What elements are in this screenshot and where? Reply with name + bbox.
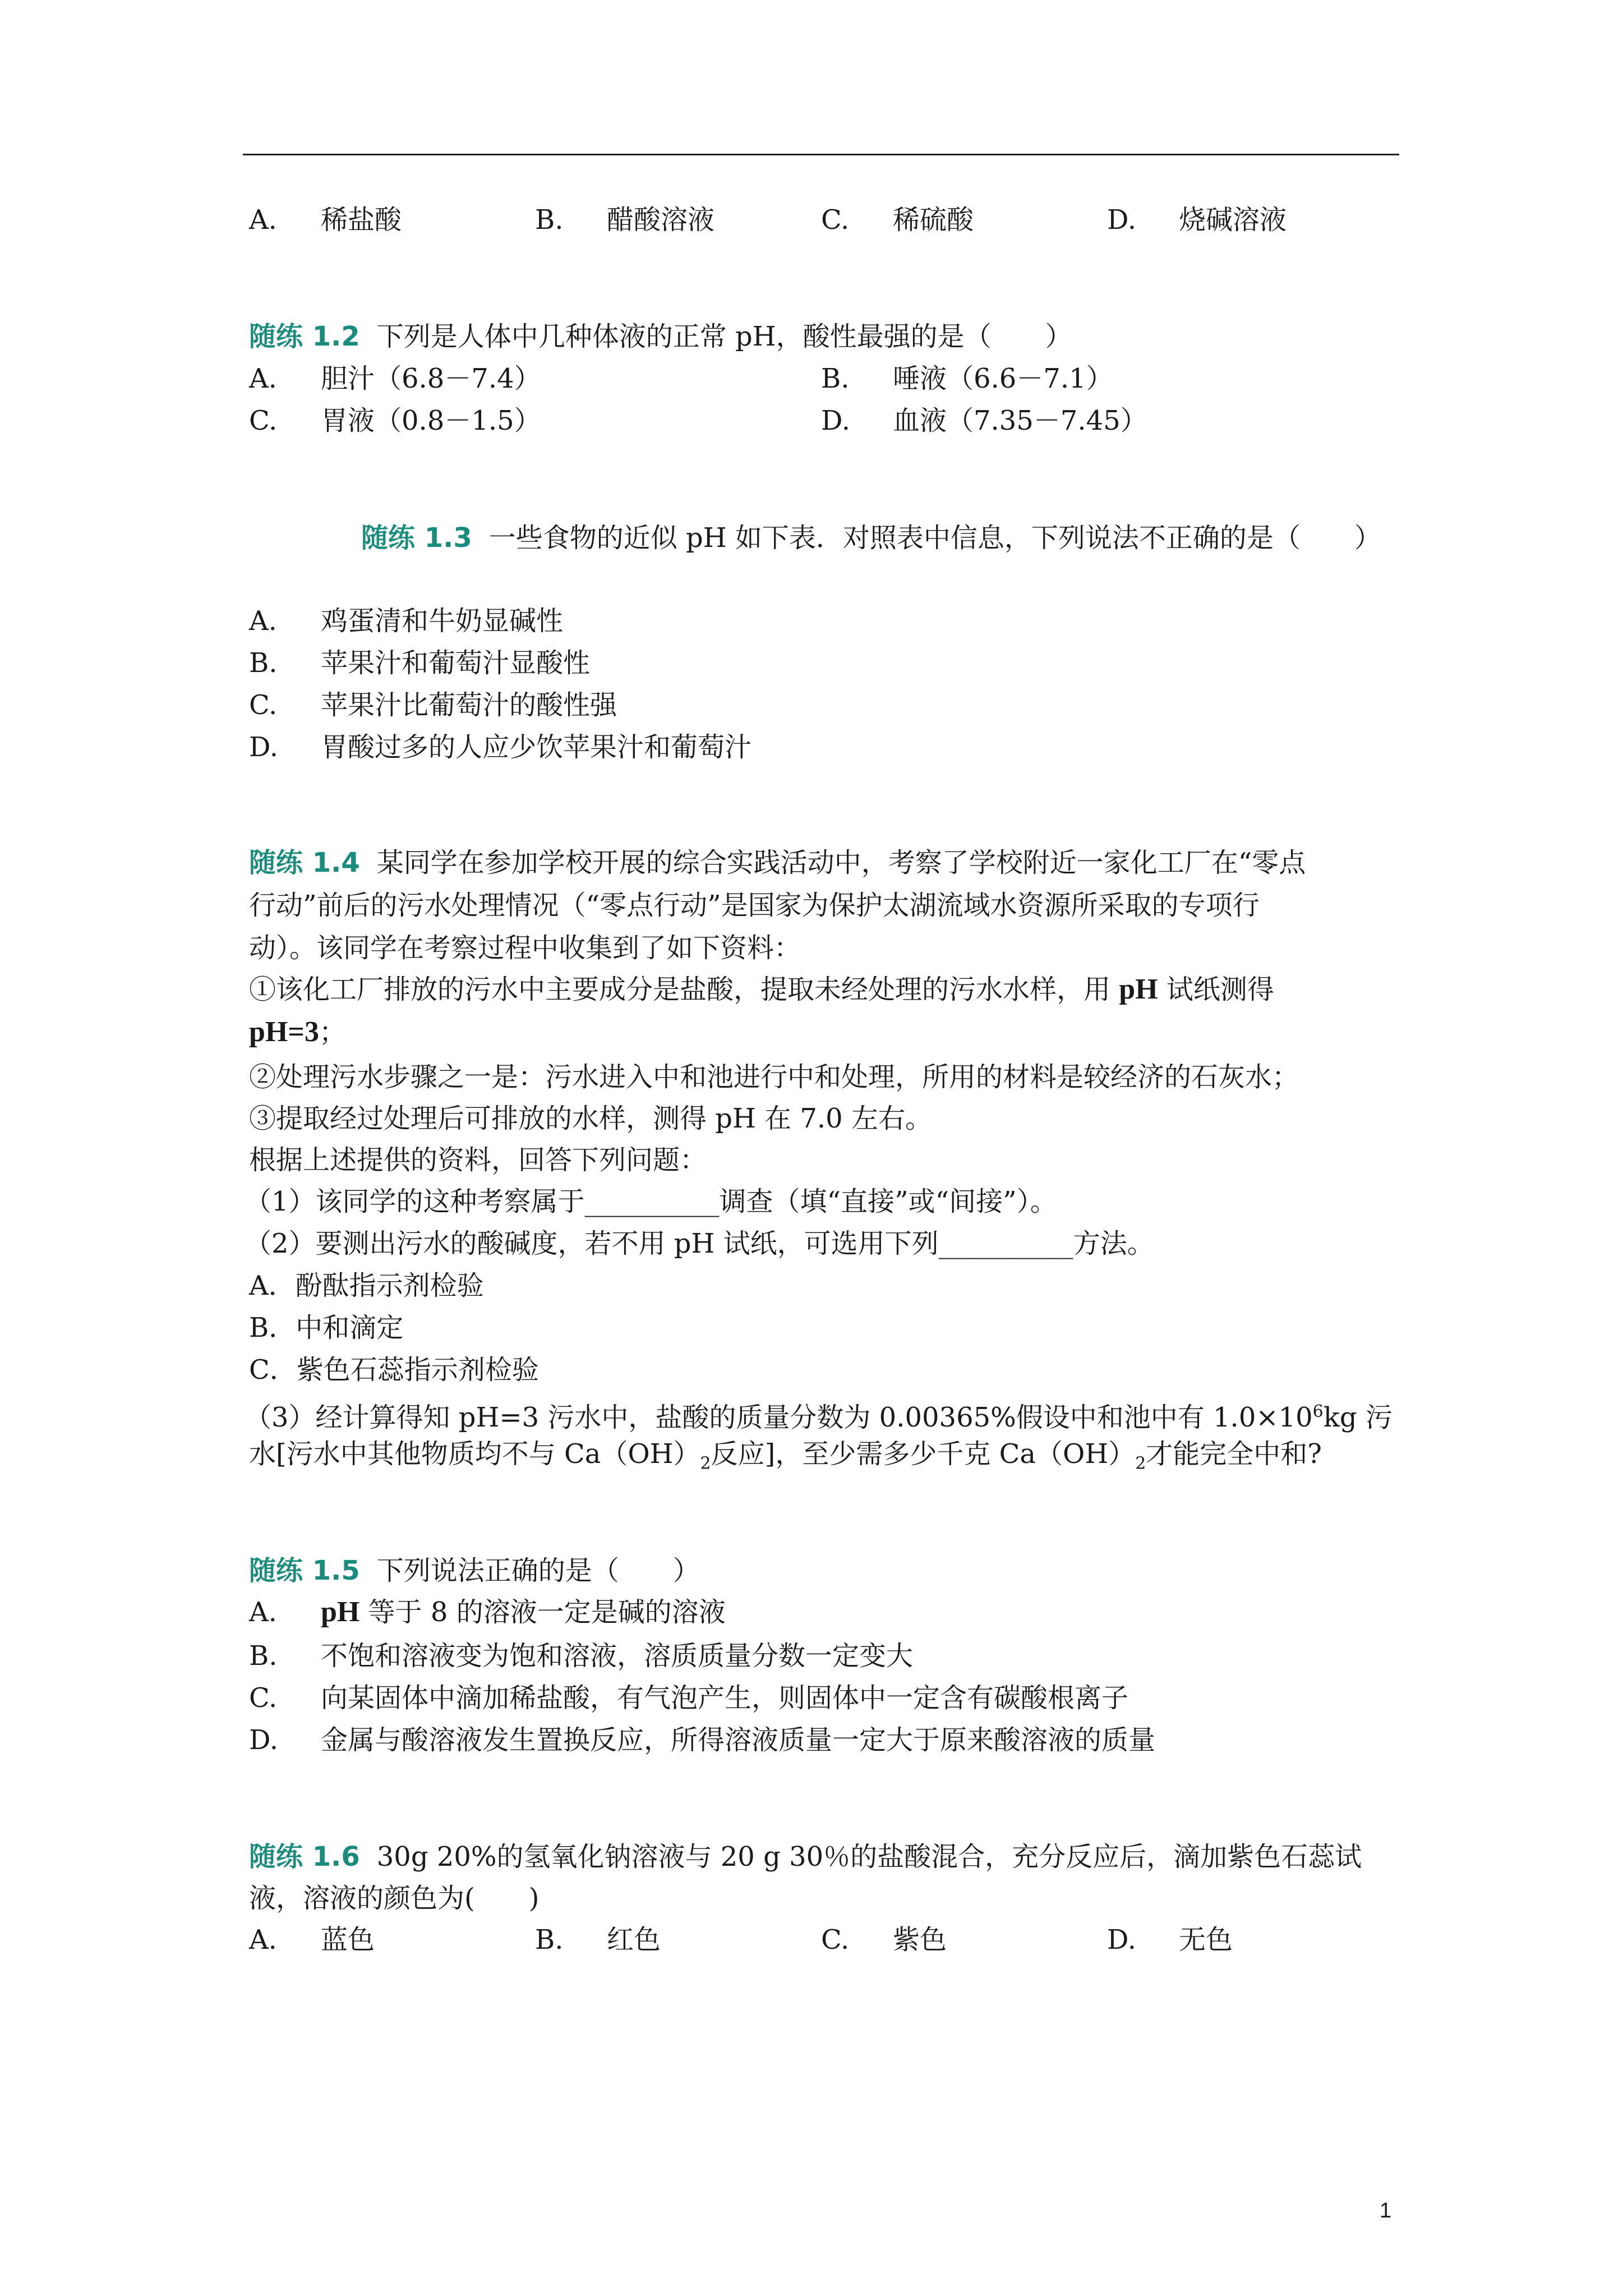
option-b: B. 红色	[535, 1924, 661, 1955]
q6-line2: 液，溶液的颜色为( )	[249, 1883, 540, 1914]
question-label: 随练 1.4	[249, 847, 360, 878]
option-a: A. 胆汁（6.8－7.4）	[249, 363, 541, 394]
q4-line3: 动）。该同学在考察过程中收集到了如下资料：	[249, 932, 801, 964]
question-label: 随练 1.2	[249, 321, 360, 352]
question-label: 随练 1.3	[361, 522, 472, 554]
question-label: 随练 1.6	[249, 1841, 360, 1872]
option-b: B. 唾液（6.6－7.1）	[821, 363, 1113, 394]
q4-sub2-option-c: C．紫色石蕊指示剂检验	[249, 1354, 539, 1386]
q4-line2: 行动”前后的污水处理情况（“零点行动”是国家为保护太湖流域水资源所采取的专项行	[249, 890, 1260, 921]
q4-sub2-option-a: A．酚酞指示剂检验	[249, 1270, 484, 1301]
option-d: D. 无色	[1107, 1924, 1233, 1955]
q3-stem: 随练 1.3 一些食物的近似 pH 如下表．对照表中信息，下列说法不正确的是（ ）	[361, 522, 1381, 554]
q4-line1: 随练 1.4 某同学在参加学校开展的综合实践活动中，考察了学校附近一家化工厂在“零点	[249, 847, 1306, 878]
header-rule	[243, 154, 1399, 155]
q4-sub3-cont: 水[污水中其他物质均不与 $Ca(OH)_2$反应]，至少需多少千克 $Ca(OH)_2$才能完全中和?	[249, 1438, 1322, 1474]
question-label: 随练 1.5	[249, 1555, 360, 1586]
q4-intro: 根据上述提供的资料，回答下列问题：	[249, 1144, 707, 1176]
q6-line1: 随练 1.6 30g 20%的氢氧化钠溶液与 20 g 30％的盐酸混合，充分反应后，滴加紫色石蕊试	[249, 1841, 1362, 1872]
option-c: C. 紫色	[821, 1924, 947, 1955]
option-a: A. 蓝色	[249, 1924, 375, 1955]
q4-sub2: （2）要测出污水的酸碱度，若不用 pH 试纸，可选用下列__________方法。	[245, 1228, 1154, 1259]
q4-sub1: （1）该同学的这种考察属于__________调查（填“直接”或“间接”）。	[245, 1186, 1057, 1217]
q4-item3: ③提取经过处理后可排放的水样，测得 pH 在 7.0 左右。	[249, 1103, 932, 1134]
option-b: B. 醋酸溶液	[535, 204, 715, 236]
q4-sub2-option-b: B．中和滴定	[249, 1312, 404, 1343]
q4-item1: ①该化工厂排放的污水中主要成分是盐酸，提取未经处理的污水水样，用 pH 试纸测得	[249, 973, 1274, 1005]
q2-stem: 随练 1.2 下列是人体中几种体液的正常 pH，酸性最强的是（ ）	[249, 321, 1072, 352]
page-number: 1	[1380, 2199, 1392, 2223]
option-a: A. 稀盐酸	[249, 204, 402, 236]
option-d: D. 烧碱溶液	[1107, 204, 1287, 236]
option-d: D. 血液（7.35－7.45）	[821, 405, 1147, 436]
q4-sub3: （3）经计算得知 pH=3 污水中，盐酸的质量分数为 0.00365%假设中和池中有 $1.0\times 10^6kg$ 污	[245, 1402, 1393, 1433]
option-c: C. 稀硫酸	[821, 204, 974, 236]
q5-stem: 随练 1.5 下列说法正确的是（ ）	[249, 1555, 700, 1586]
q4-item1-cont: pH=3；	[249, 1016, 347, 1048]
option-c: C. 胃液（0.8－1.5）	[249, 405, 541, 436]
q4-item2: ②处理污水步骤之一是：污水进入中和池进行中和处理，所用的材料是较经济的石灰水；	[249, 1061, 1299, 1093]
